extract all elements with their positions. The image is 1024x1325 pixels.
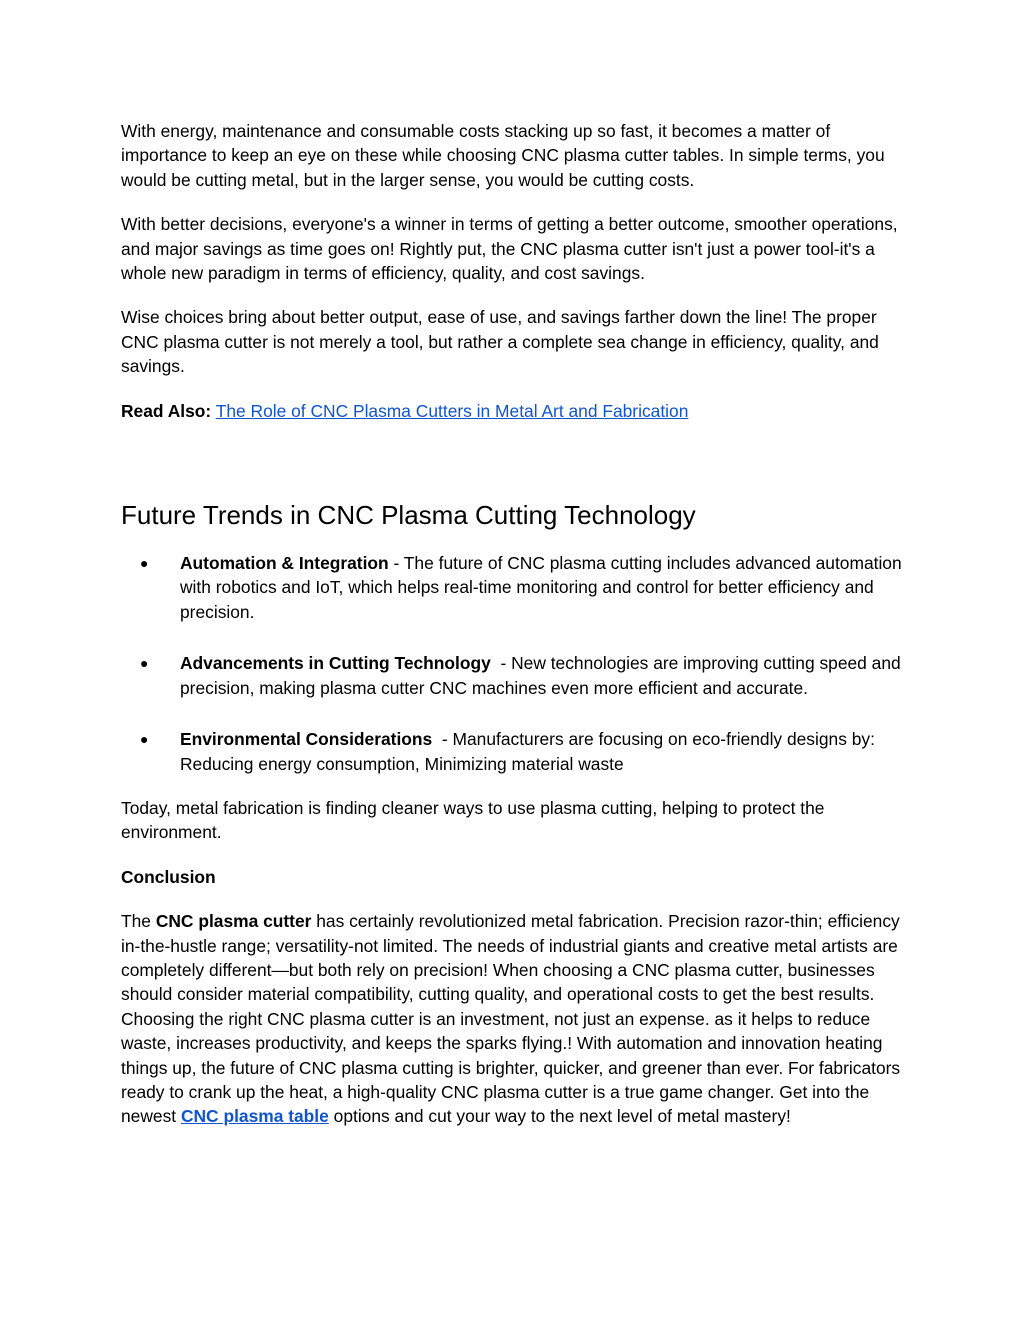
list-item — [121, 727, 911, 776]
bullet-icon: ● — [140, 731, 149, 748]
conclusion-intro: The — [121, 911, 156, 932]
future-trends-list — [121, 551, 911, 776]
future-trends-heading: Future Trends in CNC Plasma Cutting Technology — [121, 500, 696, 531]
paragraph-conclusion — [121, 909, 911, 1129]
trend-text: - New technologies are improving cutting speed and precision, making plasma cutter CNC machines even more efficient and accurate. — [180, 653, 906, 698]
trend-title: Advancements in Cutting Technology — [180, 653, 491, 674]
trend-title: Environmental Considerations — [180, 729, 433, 750]
trend-title: Automation & Integration — [180, 553, 389, 574]
conclusion-bold-term: CNC plasma cutter — [155, 911, 312, 932]
conclusion-ending: options and cut your way to the next level of metal mastery! — [328, 1106, 791, 1127]
conclusion-heading — [121, 865, 911, 889]
cnc-plasma-table-link[interactable]: CNC plasma table — [180, 1106, 329, 1127]
trend-text: - The future of CNC plasma cutting includes advanced automation with robotics and IoT, which helps real-time monitoring and control for better efficiency and precision. — [180, 553, 902, 622]
conclusion-title: Conclusion — [121, 866, 216, 887]
paragraph-wise-choices: Wise choices bring about better output, ease of use, and savings farther down the line! The proper CNC plasma cutter is not merely a tool, but rather a complete sea change in efficiency, quality, and savings. — [121, 307, 879, 377]
read-also-link[interactable]: The Role of CNC Plasma Cutters in Metal Art and Fabrication — [215, 400, 689, 421]
paragraph-cleaner-ways: Today, metal fabrication is finding cleaner ways to use plasma cutting, helping to protect the environment. — [121, 797, 825, 843]
paragraph-cost-tracking: With energy, maintenance and consumable costs stacking up so fast, it becomes a matter of importance to keep an eye on these while choosing CNC plasma cutter tables. In simple terms, you would be cutting metal, but in the larger sense, you would be cutting costs. — [121, 121, 885, 190]
list-item — [121, 651, 911, 700]
bullet-icon: ● — [140, 655, 149, 672]
document-page — [121, 119, 911, 1129]
paragraph-better-decisions: With better decisions, everyone's a winner in terms of getting a better outcome, smoother operations, and major savings as time goes on! Rightly put, the CNC plasma cutter isn't just a power tool-it's a whole new paradigm in terms of efficiency, quality, and cost savings. — [121, 214, 898, 284]
read-also-line — [121, 399, 911, 423]
trend-text: - Manufacturers are focusing on eco-friendly designs by: Reducing energy consumption, Minimizing material waste — [180, 729, 880, 774]
bullet-icon: ● — [140, 555, 149, 572]
read-also-label: Read Also: — [121, 400, 212, 421]
conclusion-body: has certainly revolutionized metal fabrication. Precision razor-thin; efficiency in-the-hustle range; versatility-not limited. The needs of industrial giants and creative metal artists are completely different—but both rely on precision! When choosing a CNC plasma cutter, businesses should consider material compatibility, cutting quality, and operational costs to get the best results. Choosing the right CNC plasma cutter is an investment, not just an expense. as it helps to reduce waste, increases productivity, and keeps the sparks flying.! With automation and innovation heating things up, the future of CNC plasma cutting is brighter, quicker, and greener than ever. For fabricators ready to crank up the heat, a high-quality CNC plasma cutter is a true game changer. Get into the newest — [121, 911, 901, 1127]
list-item — [121, 551, 911, 624]
